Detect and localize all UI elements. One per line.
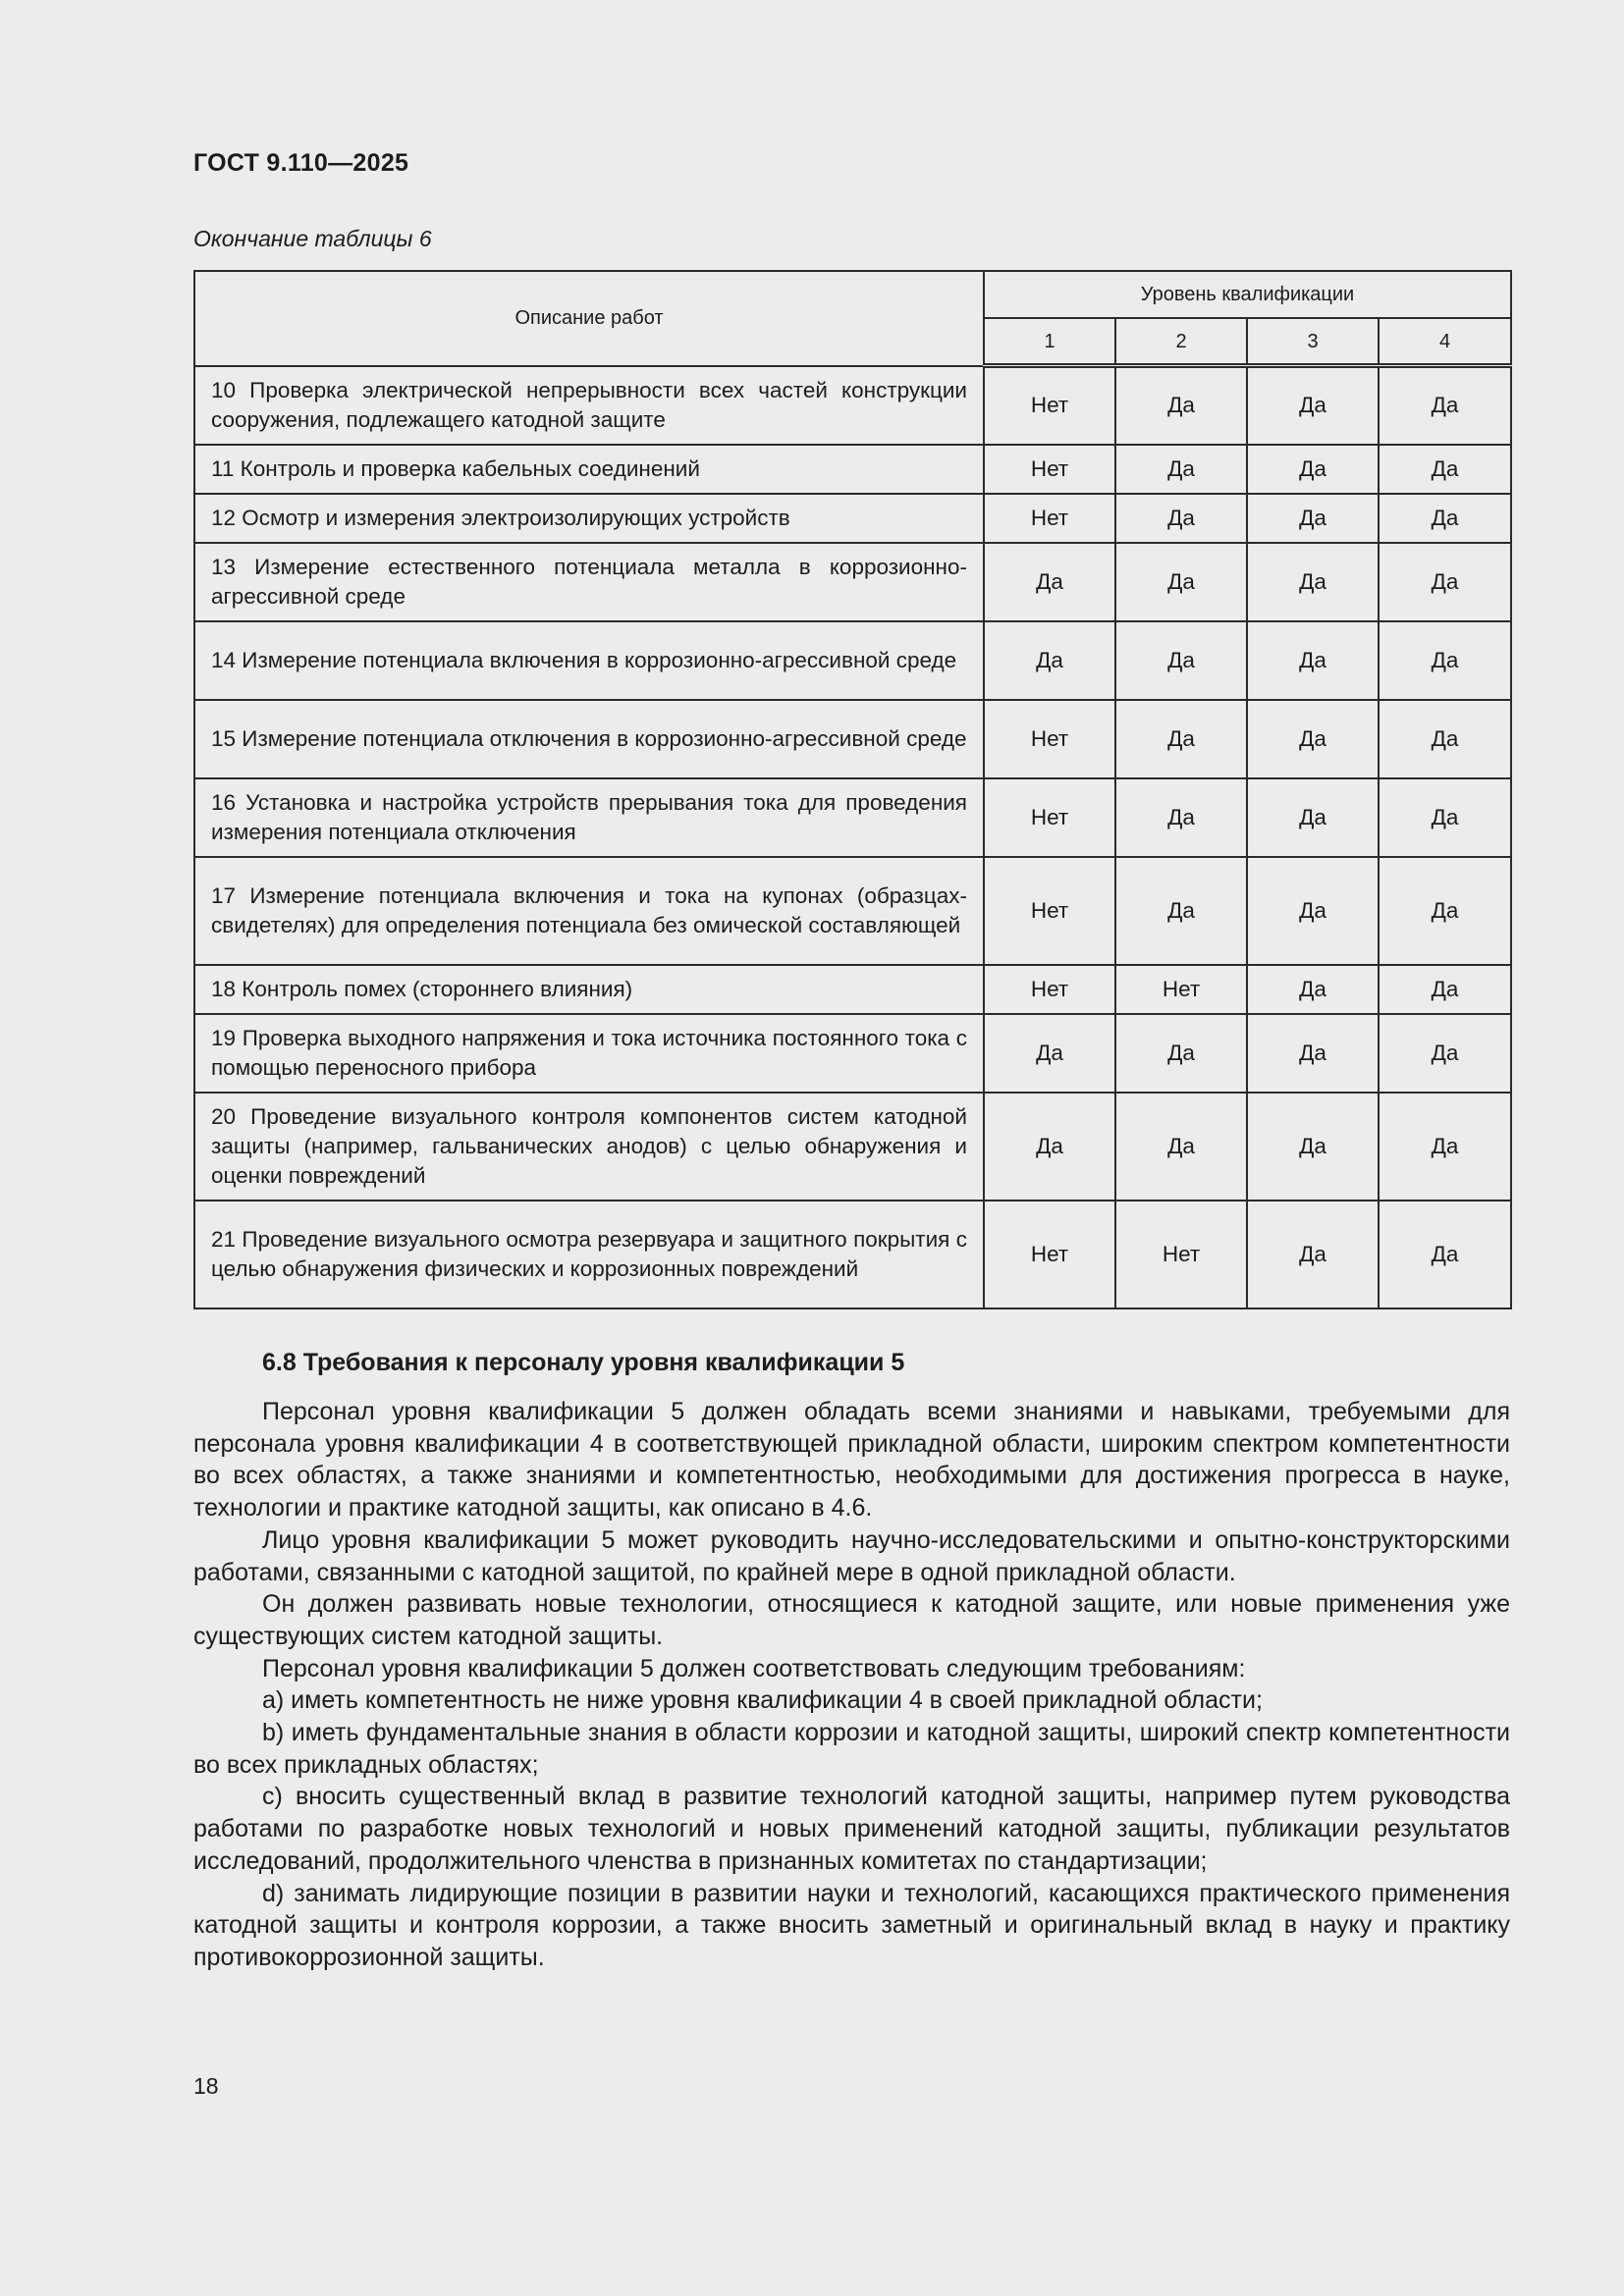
row-value-level-4: Да xyxy=(1379,1201,1511,1308)
row-description: 21 Проведение визуального осмотра резервуара и защитного покрытия с целью обнаружения физических и коррозионных повреждений xyxy=(194,1201,984,1308)
row-value-level-3: Да xyxy=(1247,366,1379,445)
row-value-level-4: Да xyxy=(1379,965,1511,1014)
level-header-1: 1 xyxy=(984,318,1115,366)
row-value-level-2: Да xyxy=(1115,1014,1247,1093)
row-description: 19 Проверка выходного напряжения и тока источника постоянного тока с помощью переносного прибора xyxy=(194,1014,984,1093)
row-description: 13 Измерение естественного потенциала металла в коррозионно-агрессивной среде xyxy=(194,543,984,621)
row-value-level-1: Нет xyxy=(984,445,1115,494)
list-item: b) иметь фундаментальные знания в области коррозии и катодной защиты, широкий спектр компетентности во всех прикладных областях; xyxy=(193,1719,1510,1779)
table-row xyxy=(194,700,1511,778)
row-value-level-4: Да xyxy=(1379,445,1511,494)
table-row xyxy=(194,778,1511,857)
row-value-level-1: Нет xyxy=(984,778,1115,857)
table-row xyxy=(194,1201,1511,1308)
table-row xyxy=(194,621,1511,700)
level-header-3: 3 xyxy=(1247,318,1379,366)
row-value-level-2: Да xyxy=(1115,621,1247,700)
row-value-level-3: Да xyxy=(1247,445,1379,494)
row-value-level-2: Да xyxy=(1115,543,1247,621)
row-description: 20 Проведение визуального контроля компонентов систем катодной защиты (например, гальванических анодов) с целью обнаружения и оценки повреждений xyxy=(194,1093,984,1201)
row-value-level-3: Да xyxy=(1247,1014,1379,1093)
row-value-level-1: Нет xyxy=(984,700,1115,778)
table-row xyxy=(194,366,1511,445)
row-description: 15 Измерение потенциала отключения в коррозионно-агрессивной среде xyxy=(194,700,984,778)
row-description: 11 Контроль и проверка кабельных соединений xyxy=(194,445,984,494)
row-value-level-3: Да xyxy=(1247,857,1379,965)
row-value-level-2: Да xyxy=(1115,494,1247,543)
row-value-level-2: Нет xyxy=(1115,965,1247,1014)
row-value-level-3: Да xyxy=(1247,494,1379,543)
row-value-level-1: Да xyxy=(984,621,1115,700)
row-value-level-3: Да xyxy=(1247,778,1379,857)
qualification-table xyxy=(193,270,1512,1309)
row-value-level-2: Да xyxy=(1115,700,1247,778)
row-value-level-1: Нет xyxy=(984,494,1115,543)
row-description: 10 Проверка электрической непрерывности всех частей конструкции сооружения, подлежащего катодной защите xyxy=(194,366,984,445)
paragraph: Персонал уровня квалификации 5 должен соответствовать следующим требованиям: xyxy=(262,1654,1246,1682)
row-value-level-4: Да xyxy=(1379,1093,1511,1201)
paragraph: Лицо уровня квалификации 5 может руководить научно-исследовательскими и опытно-конструкторскими работами, связанными с катодной защитой, по крайней мере в одной прикладной области. xyxy=(193,1525,1510,1586)
row-value-level-3: Да xyxy=(1247,543,1379,621)
row-description: 18 Контроль помех (стороннего влияния) xyxy=(194,965,984,1014)
column-header-description: Описание работ xyxy=(194,271,984,366)
table-row xyxy=(194,1093,1511,1201)
list-item: a) иметь компетентность не ниже уровня квалификации 4 в своей прикладной области; xyxy=(262,1686,1263,1715)
row-value-level-3: Да xyxy=(1247,1093,1379,1201)
row-value-level-1: Нет xyxy=(984,857,1115,965)
row-value-level-1: Нет xyxy=(984,965,1115,1014)
row-value-level-1: Нет xyxy=(984,1201,1115,1308)
table-row xyxy=(194,543,1511,621)
row-value-level-4: Да xyxy=(1379,494,1511,543)
row-description: 16 Установка и настройка устройств прерывания тока для проведения измерения потенциала отключения xyxy=(194,778,984,857)
row-value-level-4: Да xyxy=(1379,778,1511,857)
row-value-level-2: Да xyxy=(1115,857,1247,965)
level-header-4: 4 xyxy=(1379,318,1511,366)
section-title: 6.8 Требования к персоналу уровня квалификации 5 xyxy=(262,1349,905,1376)
table-caption: Окончание таблицы 6 xyxy=(193,226,432,251)
row-value-level-2: Нет xyxy=(1115,1201,1247,1308)
section-body xyxy=(193,1396,1510,1974)
list-item: c) вносить существенный вклад в развитие технологий катодной защиты, например путем руководства работами по разработке новых технологий и новых применений катодной защиты, публикации результатов исследований, продолжительного членства в признанных комитетах по стандартизации; xyxy=(193,1783,1510,1875)
row-value-level-2: Да xyxy=(1115,366,1247,445)
table-row xyxy=(194,445,1511,494)
row-value-level-1: Нет xyxy=(984,366,1115,445)
paragraph: Персонал уровня квалификации 5 должен обладать всеми знаниями и навыками, требуемыми для персонала уровня квалификации 4 в соответствующей прикладной области, широким спектром компетентности во всех областях, а также знаниями и компетентностью, необходимыми для достижения прогресса в науке, технологии и практике катодной защиты, как описано в 4.6. xyxy=(193,1398,1510,1522)
row-description: 12 Осмотр и измерения электроизолирующих устройств xyxy=(194,494,984,543)
row-description: 14 Измерение потенциала включения в коррозионно-агрессивной среде xyxy=(194,621,984,700)
table-row xyxy=(194,857,1511,965)
list-item: d) занимать лидирующие позиции в развитии науки и технологий, касающихся практического применения катодной защиты и контроля коррозии, а также вносить заметный и оригинальный вклад в науку и практику противокоррозионной защиты. xyxy=(193,1879,1510,1971)
row-value-level-1: Да xyxy=(984,543,1115,621)
page-number: 18 xyxy=(193,2073,219,2099)
level-header-2: 2 xyxy=(1115,318,1247,366)
document-code: ГОСТ 9.110—2025 xyxy=(193,149,409,177)
table-row xyxy=(194,965,1511,1014)
row-value-level-4: Да xyxy=(1379,1014,1511,1093)
row-value-level-4: Да xyxy=(1379,857,1511,965)
table-row xyxy=(194,494,1511,543)
row-value-level-3: Да xyxy=(1247,621,1379,700)
row-value-level-3: Да xyxy=(1247,1201,1379,1308)
paragraph: Он должен развивать новые технологии, относящиеся к катодной защите, или новые применения уже существующих систем катодной защиты. xyxy=(193,1590,1510,1650)
row-value-level-1: Да xyxy=(984,1093,1115,1201)
row-value-level-4: Да xyxy=(1379,543,1511,621)
row-description: 17 Измерение потенциала включения и тока на купонах (образцах-свидетелях) для определения потенциала без омической составляющей xyxy=(194,857,984,965)
column-header-level: Уровень квалификации xyxy=(984,271,1511,318)
row-value-level-4: Да xyxy=(1379,366,1511,445)
row-value-level-4: Да xyxy=(1379,621,1511,700)
row-value-level-3: Да xyxy=(1247,965,1379,1014)
row-value-level-3: Да xyxy=(1247,700,1379,778)
table-row xyxy=(194,1014,1511,1093)
row-value-level-1: Да xyxy=(984,1014,1115,1093)
row-value-level-2: Да xyxy=(1115,1093,1247,1201)
row-value-level-2: Да xyxy=(1115,778,1247,857)
row-value-level-4: Да xyxy=(1379,700,1511,778)
row-value-level-2: Да xyxy=(1115,445,1247,494)
